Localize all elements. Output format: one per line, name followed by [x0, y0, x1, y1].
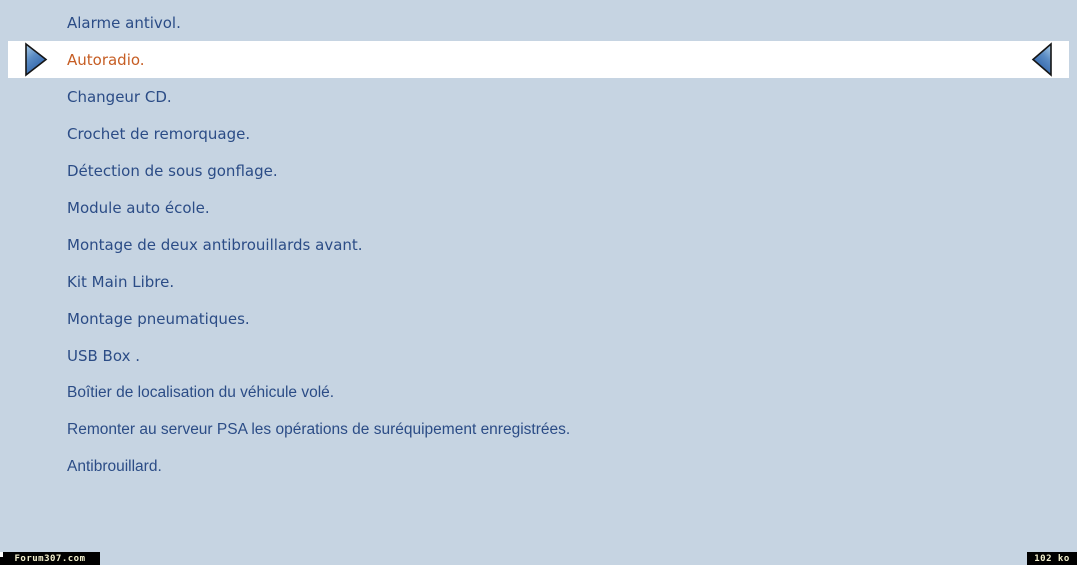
menu-item-label: Module auto école. [67, 198, 210, 217]
menu-item-label: USB Box . [67, 346, 140, 365]
menu-item-changeur-cd[interactable] [0, 78, 1077, 115]
menu-item-module-auto-ecole[interactable] [0, 189, 1077, 226]
menu-item-remonter-serveur-psa[interactable] [0, 411, 1077, 448]
menu-item-label: Antibrouillard. [67, 457, 162, 475]
menu-item-crochet-remorquage[interactable] [0, 115, 1077, 152]
menu-item-usb-box[interactable] [0, 337, 1077, 374]
menu-item-label: Remonter au serveur PSA les opérations de suréquipement enregistrées. [67, 420, 571, 438]
back-arrow-icon[interactable] [1030, 42, 1054, 77]
menu-item-autoradio[interactable] [8, 41, 1069, 78]
menu-item-montage-pneumatiques[interactable] [0, 300, 1077, 337]
menu-item-antibrouillard[interactable] [0, 448, 1077, 485]
menu-item-label: Alarme antivol. [67, 13, 181, 32]
filesize-badge [1027, 552, 1077, 565]
corner-notch [0, 552, 3, 557]
menu-item-label: Changeur CD. [67, 87, 172, 106]
menu-item-label: Crochet de remorquage. [67, 124, 251, 143]
watermark-badge [0, 552, 100, 565]
watermark-text: Forum307.com [14, 553, 86, 564]
menu-item-label: Boîtier de localisation du véhicule volé. [67, 383, 335, 401]
menu-item-boitier-localisation[interactable] [0, 374, 1077, 411]
menu-item-antibrouillards-avant[interactable] [0, 226, 1077, 263]
menu-item-label: Détection de sous gonflage. [67, 161, 278, 180]
menu-item-label: Kit Main Libre. [67, 272, 175, 291]
menu-item-alarme-antivol[interactable] [0, 4, 1077, 41]
menu-item-detection-sous-gonflage[interactable] [0, 152, 1077, 189]
options-menu [0, 4, 1077, 485]
menu-item-kit-main-libre[interactable] [0, 263, 1077, 300]
menu-item-label: Montage de deux antibrouillards avant. [67, 235, 363, 254]
filesize-text: 102 ko [1034, 553, 1070, 564]
menu-item-label: Montage pneumatiques. [67, 309, 250, 328]
menu-item-label: Autoradio. [67, 50, 145, 69]
next-arrow-icon[interactable] [24, 42, 48, 77]
